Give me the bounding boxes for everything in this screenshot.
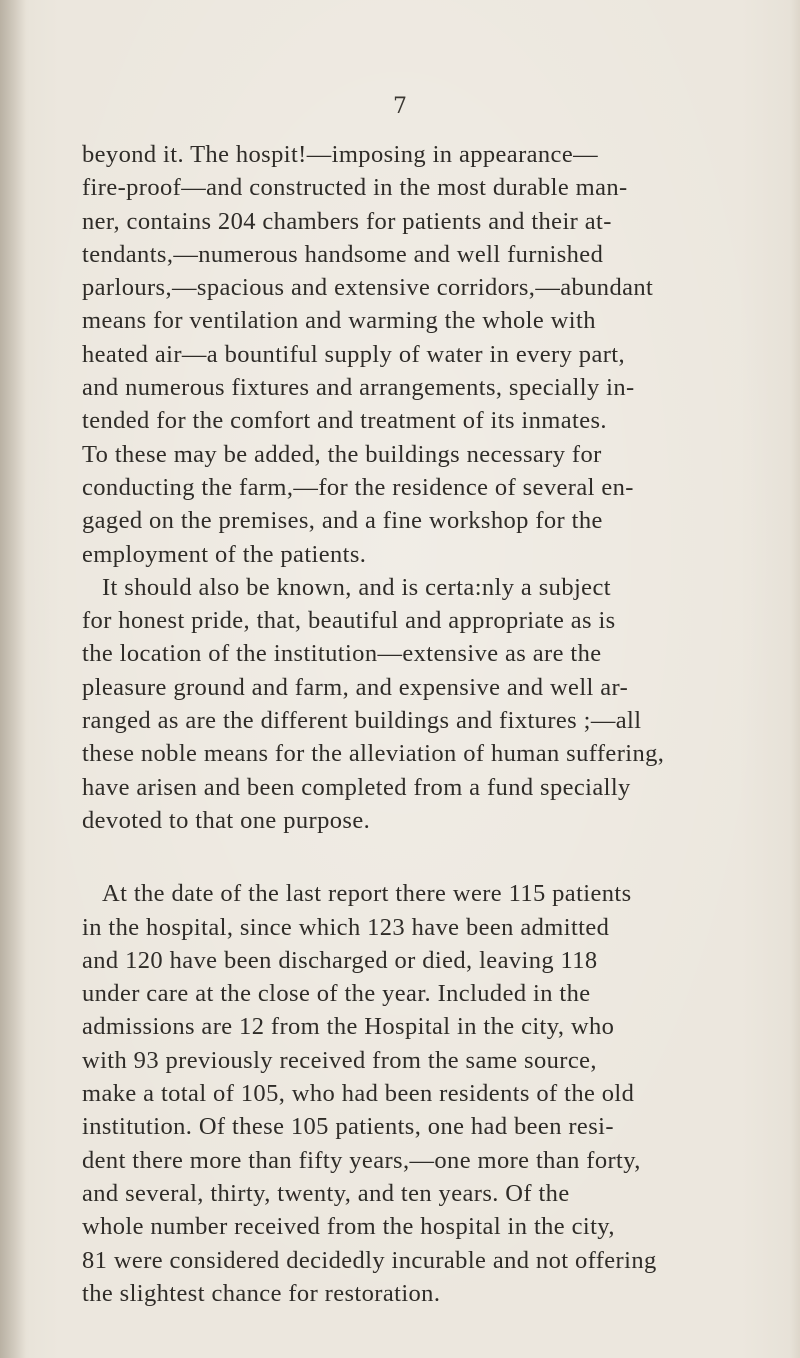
text-line: It should also be known, and is certa:nly a subject bbox=[102, 573, 611, 601]
text-line: the location of the institution—extensive as are the bbox=[82, 640, 602, 668]
text-line: beyond it. The hospit​!—imposing in appearance— bbox=[82, 141, 599, 168]
text-line: dent there more than fifty years,—one more than forty, bbox=[82, 1146, 641, 1174]
text-line: 81 were considered decidedly incurable and not offering bbox=[82, 1246, 657, 1274]
text-line: admissions are 12 from the Hospital in the city, who bbox=[82, 1013, 615, 1041]
text-line: conducting the farm,—for the residence of several en- bbox=[82, 473, 634, 501]
text-line: tended for the comfort and treatment of its inmates. bbox=[82, 407, 607, 435]
text-line: institution. Of these 105 patients, one had been resi- bbox=[82, 1113, 614, 1141]
text-line: means for ventilation and warming the whole with bbox=[82, 307, 596, 335]
page-binding-shadow bbox=[0, 0, 26, 1358]
text-line: parlours,—spacious and extensive corridors,—abundant bbox=[82, 274, 654, 302]
text-line: heated air—a bountiful supply of water in every part, bbox=[82, 340, 626, 368]
text-line: with 93 previously received from the same source, bbox=[82, 1046, 597, 1074]
text-line: gaged on the premises, and a fine workshop for the bbox=[82, 507, 603, 535]
body-text bbox=[82, 138, 742, 1310]
paragraph-2 bbox=[82, 571, 742, 837]
paragraph-1 bbox=[82, 138, 742, 571]
text-line: make a total of 105, who had been residents of the old bbox=[82, 1080, 635, 1108]
text-line: ranged as are the different buildings and fixtures ;—all bbox=[82, 707, 642, 735]
text-line: have arisen and been completed from a fund specially bbox=[82, 773, 631, 801]
text-line: and several, thirty, twenty, and ten years. Of the bbox=[82, 1179, 570, 1207]
paragraph-spacer bbox=[82, 837, 742, 877]
text-line: in the hospital, since which 123 have been admitted bbox=[82, 913, 610, 941]
text-line: To these may be added, the buildings necessary for bbox=[82, 440, 602, 468]
text-line: these noble means for the alleviation of human suffering, bbox=[82, 740, 665, 768]
text-line: and numerous fixtures and arrangements, specially in- bbox=[82, 374, 635, 402]
text-line: tendants,—numerous handsome and well furnished bbox=[82, 240, 604, 268]
text-line: employment of the patients. bbox=[82, 540, 367, 568]
paragraph-3 bbox=[82, 877, 742, 1310]
text-line: ner, contains 204 chambers for patients and their at- bbox=[82, 207, 612, 235]
text-line: the slightest chance for restoration. bbox=[82, 1279, 441, 1307]
text-line: pleasure ground and farm, and expensive and well ar- bbox=[82, 673, 629, 701]
text-line: fire-proof—and constructed in the most durable man- bbox=[82, 174, 628, 202]
text-line: At the date of the last report there were 115 patients bbox=[102, 880, 632, 908]
text-line: devoted to that one purpose. bbox=[82, 806, 371, 834]
text-line: under care at the close of the year. Included in the bbox=[82, 980, 591, 1008]
page-number: 7 bbox=[393, 94, 407, 119]
text-line: whole number received from the hospital in the city, bbox=[82, 1213, 615, 1241]
text-line: and 120 have been discharged or died, leaving 118 bbox=[82, 946, 598, 974]
text-line: for honest pride, that, beautiful and appropriate as is bbox=[82, 607, 616, 635]
